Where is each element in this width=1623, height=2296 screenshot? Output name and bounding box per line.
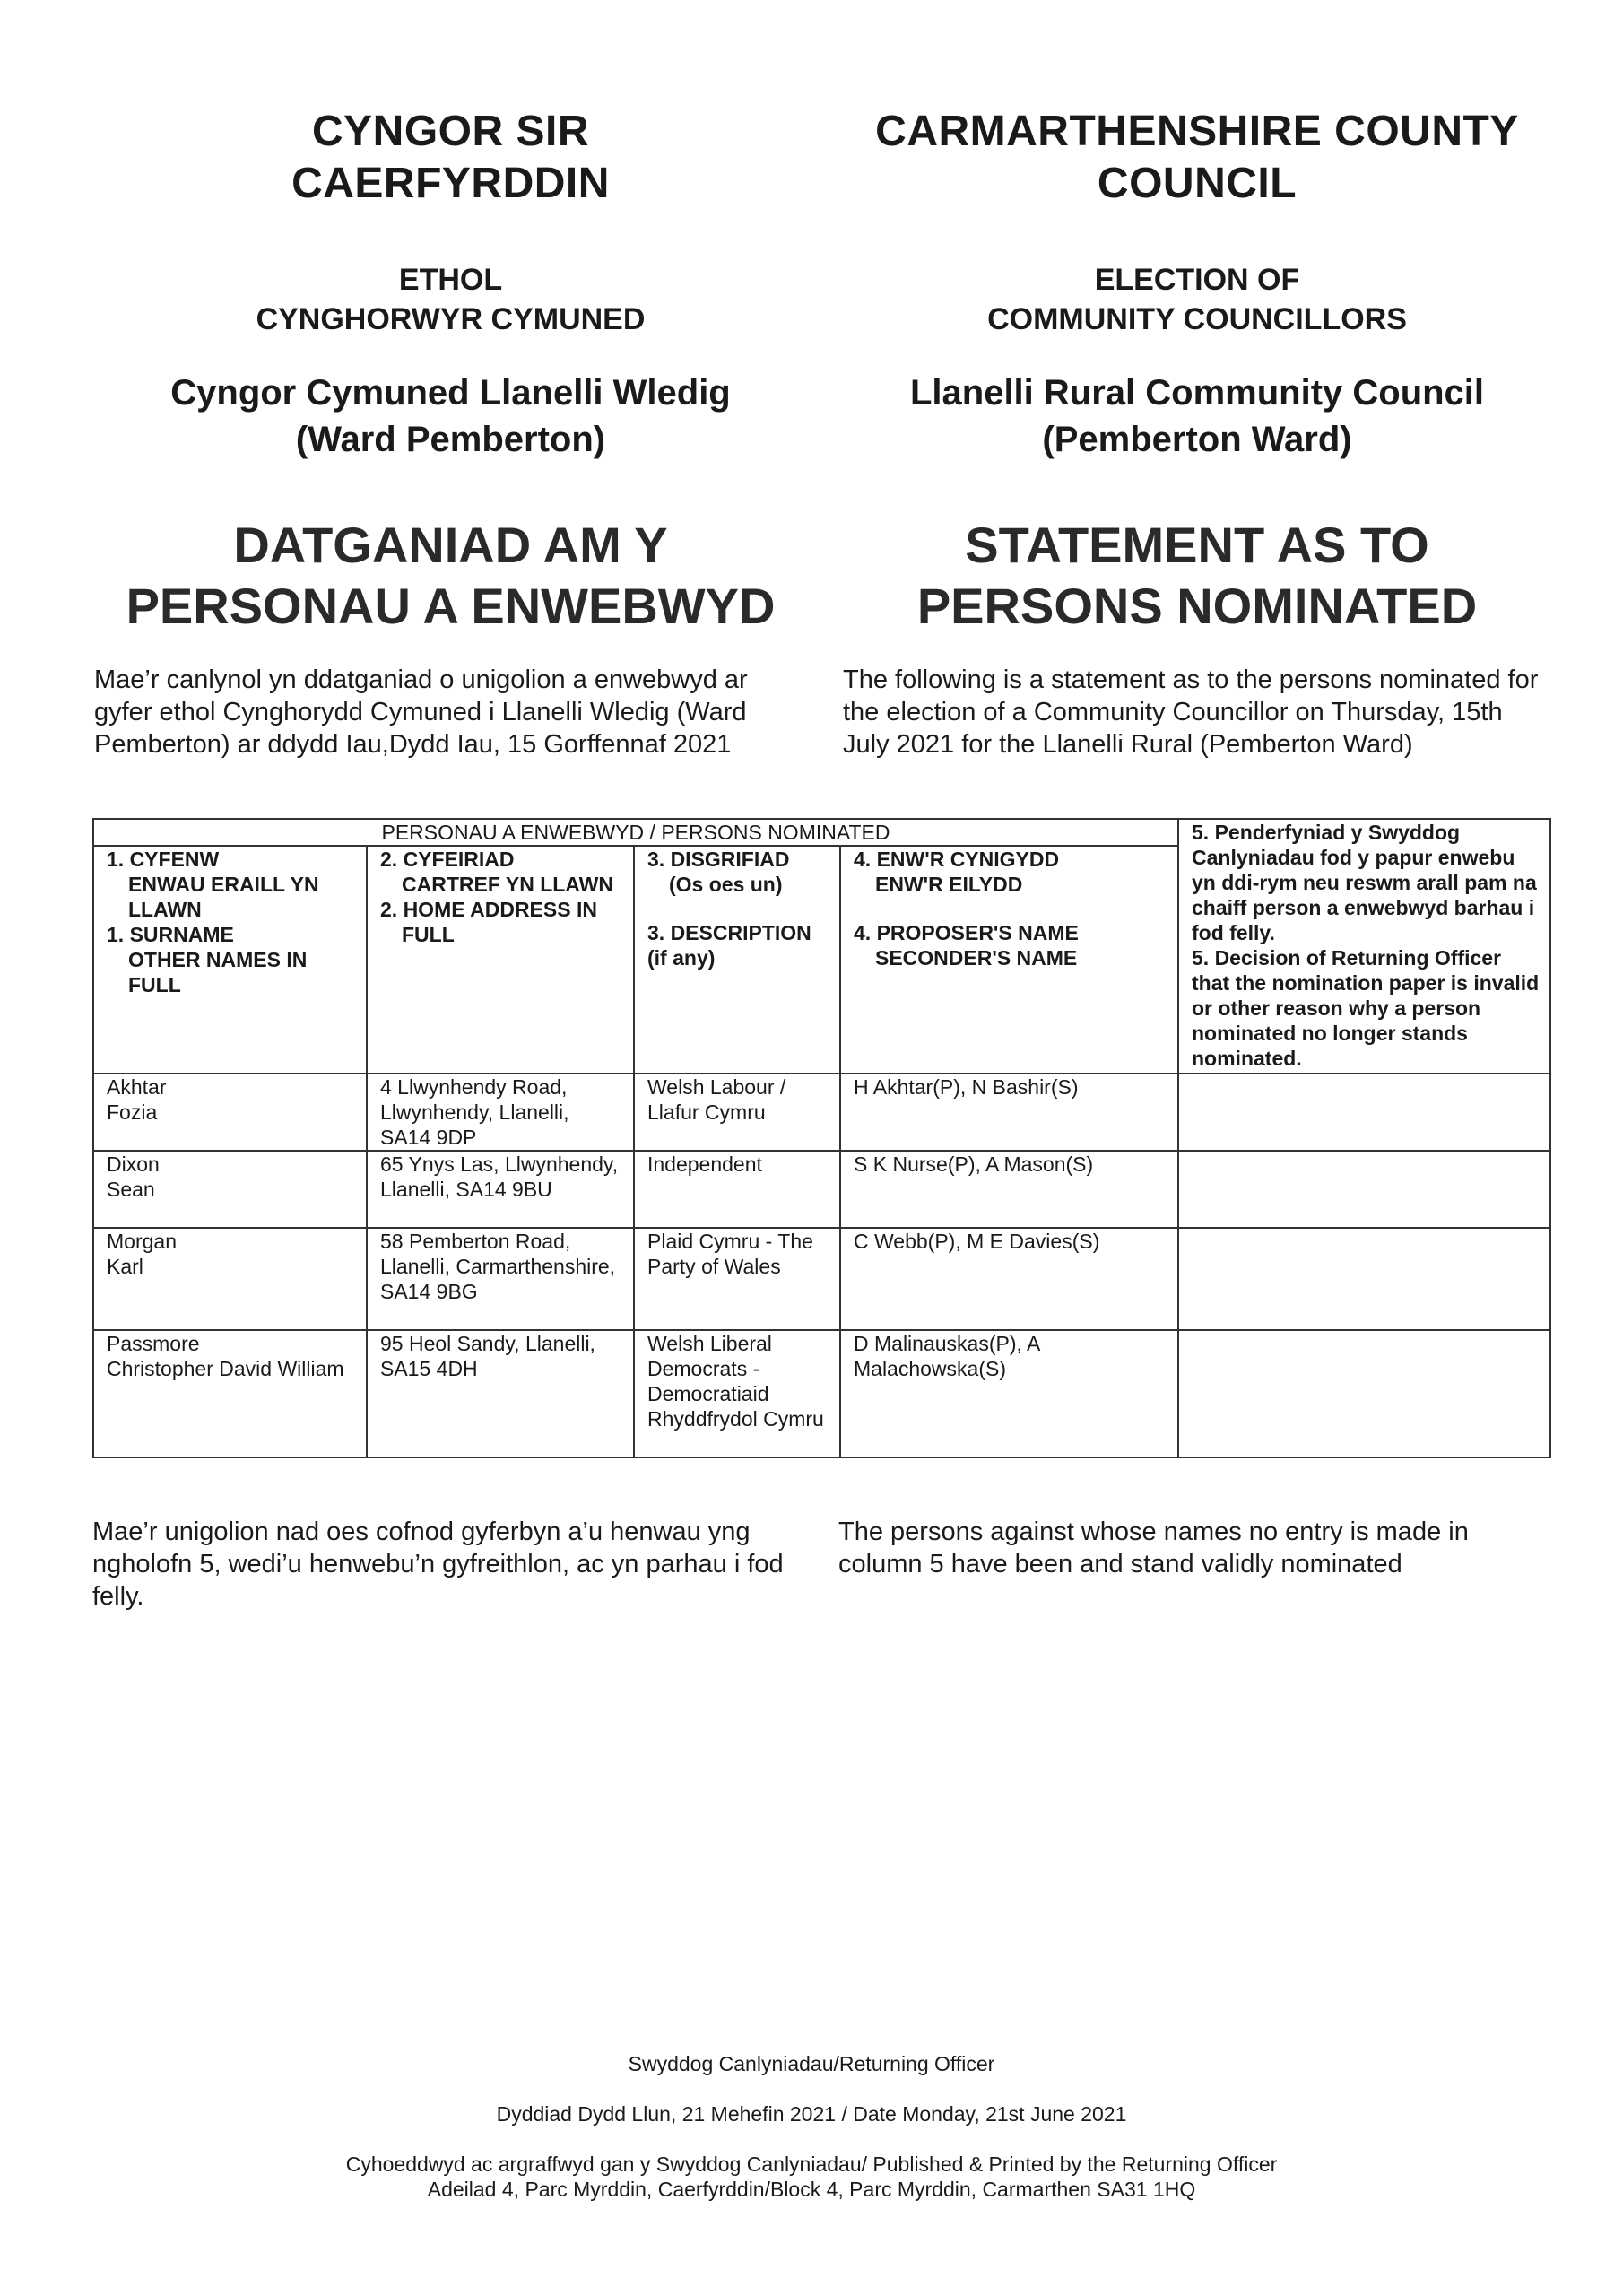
address-cell: 95 Heol Sandy, Llanelli, SA15 4DH [367,1330,634,1457]
column-1-header: 1. CYFENW ENWAU ERAILL YN LLAWN 1. SURNAME OTHER NAMES IN FULL [93,846,367,1074]
description-cell: Independent [634,1151,840,1228]
welsh-statement-title: DATGANIAD AM Y PERSONAU A ENWEBWYD [126,517,776,634]
address-cell: 58 Pemberton Road, Llanelli, Carmarthenshire, SA14 9BG [367,1228,634,1330]
proposers-cell: H Akhtar(P), N Bashir(S) [840,1074,1178,1151]
welsh-intro: Mae’r canlynol yn ddatganiad o unigolion a enwebwyd ar gyfer ethol Cynghorydd Cymuned i Llanelli Wledig (Ward Pemberton) ar ddydd Iau,Dydd Iau, 15 Gorffennaf 2021 [94,665,748,759]
table-row [93,1074,1550,1151]
description-cell: Plaid Cymru - The Party of Wales [634,1228,840,1330]
english-ward-heading: Llanelli Rural Community Council (Pemberton Ward) [909,373,1485,459]
welsh-council-title: CYNGOR SIR CAERFYRDDIN [291,108,610,207]
date-line: Dyddiad Dydd Llun, 21 Mehefin 2021 / Date Monday, 21st June 2021 [496,2102,1127,2126]
english-validity-note: The persons against whose names no entry is made in column 5 have been and stand validly nominated [838,1518,1469,1578]
officer-address-line: Adeilad 4, Parc Myrddin, Caerfyrddin/Block 4, Parc Myrddin, Carmarthen SA31 1HQ [427,2178,1196,2201]
welsh-election-heading: ETHOL CYNGHORWYR CYMUNED [256,263,646,336]
english-election-heading: ELECTION OF COMMUNITY COUNCILLORS [987,263,1407,336]
candidate-name-cell: Morgan Karl [93,1228,367,1330]
decision-cell [1178,1228,1550,1330]
candidate-name-cell: Dixon Sean [93,1151,367,1228]
welsh-ward-heading: Cyngor Cymuned Llanelli Wledig (Ward Pemberton) [170,373,731,459]
english-statement-title: STATEMENT AS TO PERSONS NOMINATED [916,517,1478,634]
candidate-name-cell: Akhtar Fozia [93,1074,367,1151]
table-row [93,1228,1550,1330]
english-intro: The following is a statement as to the persons nominated for the election of a Community Councillor on Thursday, 15th July 2021 for the Llanelli Rural (Pemberton Ward) [843,665,1539,759]
table-row [93,1151,1550,1228]
column-5-header: 5. Penderfyniad y Swyddog Canlyniadau fod y papur enwebu yn ddi-rym neu reswm arall pam na chaiff person a enwebwyd barhau i fod felly. 5. Decision of Returning Officer that the nomination paper is invalid or other reason why a person nominated no longer stands nominated. [1178,819,1550,1074]
decision-cell [1178,1330,1550,1457]
decision-cell [1178,1151,1550,1228]
proposers-cell: D Malinauskas(P), A Malachowska(S) [840,1330,1178,1457]
table-banner: PERSONAU A ENWEBWYD / PERSONS NOMINATED [93,819,1178,846]
english-council-title: CARMARTHENSHIRE COUNTY COUNCIL [875,108,1519,207]
description-cell: Welsh Liberal Democrats - Democratiaid Rhyddfrydol Cymru [634,1330,840,1457]
candidate-name-cell: Passmore Christopher David William [93,1330,367,1457]
proposers-cell: C Webb(P), M E Davies(S) [840,1228,1178,1330]
address-cell: 4 Llwynhendy Road, Llwynhendy, Llanelli, SA14 9DP [367,1074,634,1151]
address-cell: 65 Ynys Las, Llwynhendy, Llanelli, SA14 9BU [367,1151,634,1228]
returning-officer-line: Swyddog Canlyniadau/Returning Officer [628,2052,995,2075]
column-4-header: 4. ENW'R CYNIGYDD ENW'R EILYDD 4. PROPOSER'S NAME SECONDER'S NAME [840,846,1178,1074]
decision-cell [1178,1074,1550,1151]
proposers-cell: S K Nurse(P), A Mason(S) [840,1151,1178,1228]
description-cell: Welsh Labour / Llafur Cymru [634,1074,840,1151]
nominations-table [92,818,1551,1458]
table-row [93,1330,1550,1457]
column-3-header: 3. DISGRIFIAD (Os oes un) 3. DESCRIPTION (if any) [634,846,840,1074]
published-by-line: Cyhoeddwyd ac argraffwyd gan y Swyddog Canlyniadau/ Published & Printed by the Returning Officer [345,2152,1278,2176]
column-2-header: 2. CYFEIRIAD CARTREF YN LLAWN 2. HOME ADDRESS IN FULL [367,846,634,1074]
welsh-validity-note: Mae’r unigolion nad oes cofnod gyferbyn a’u henwau yng ngholofn 5, wedi’u henwebu’n gyfreithlon, ac yn parhau i fod felly. [92,1518,784,1611]
